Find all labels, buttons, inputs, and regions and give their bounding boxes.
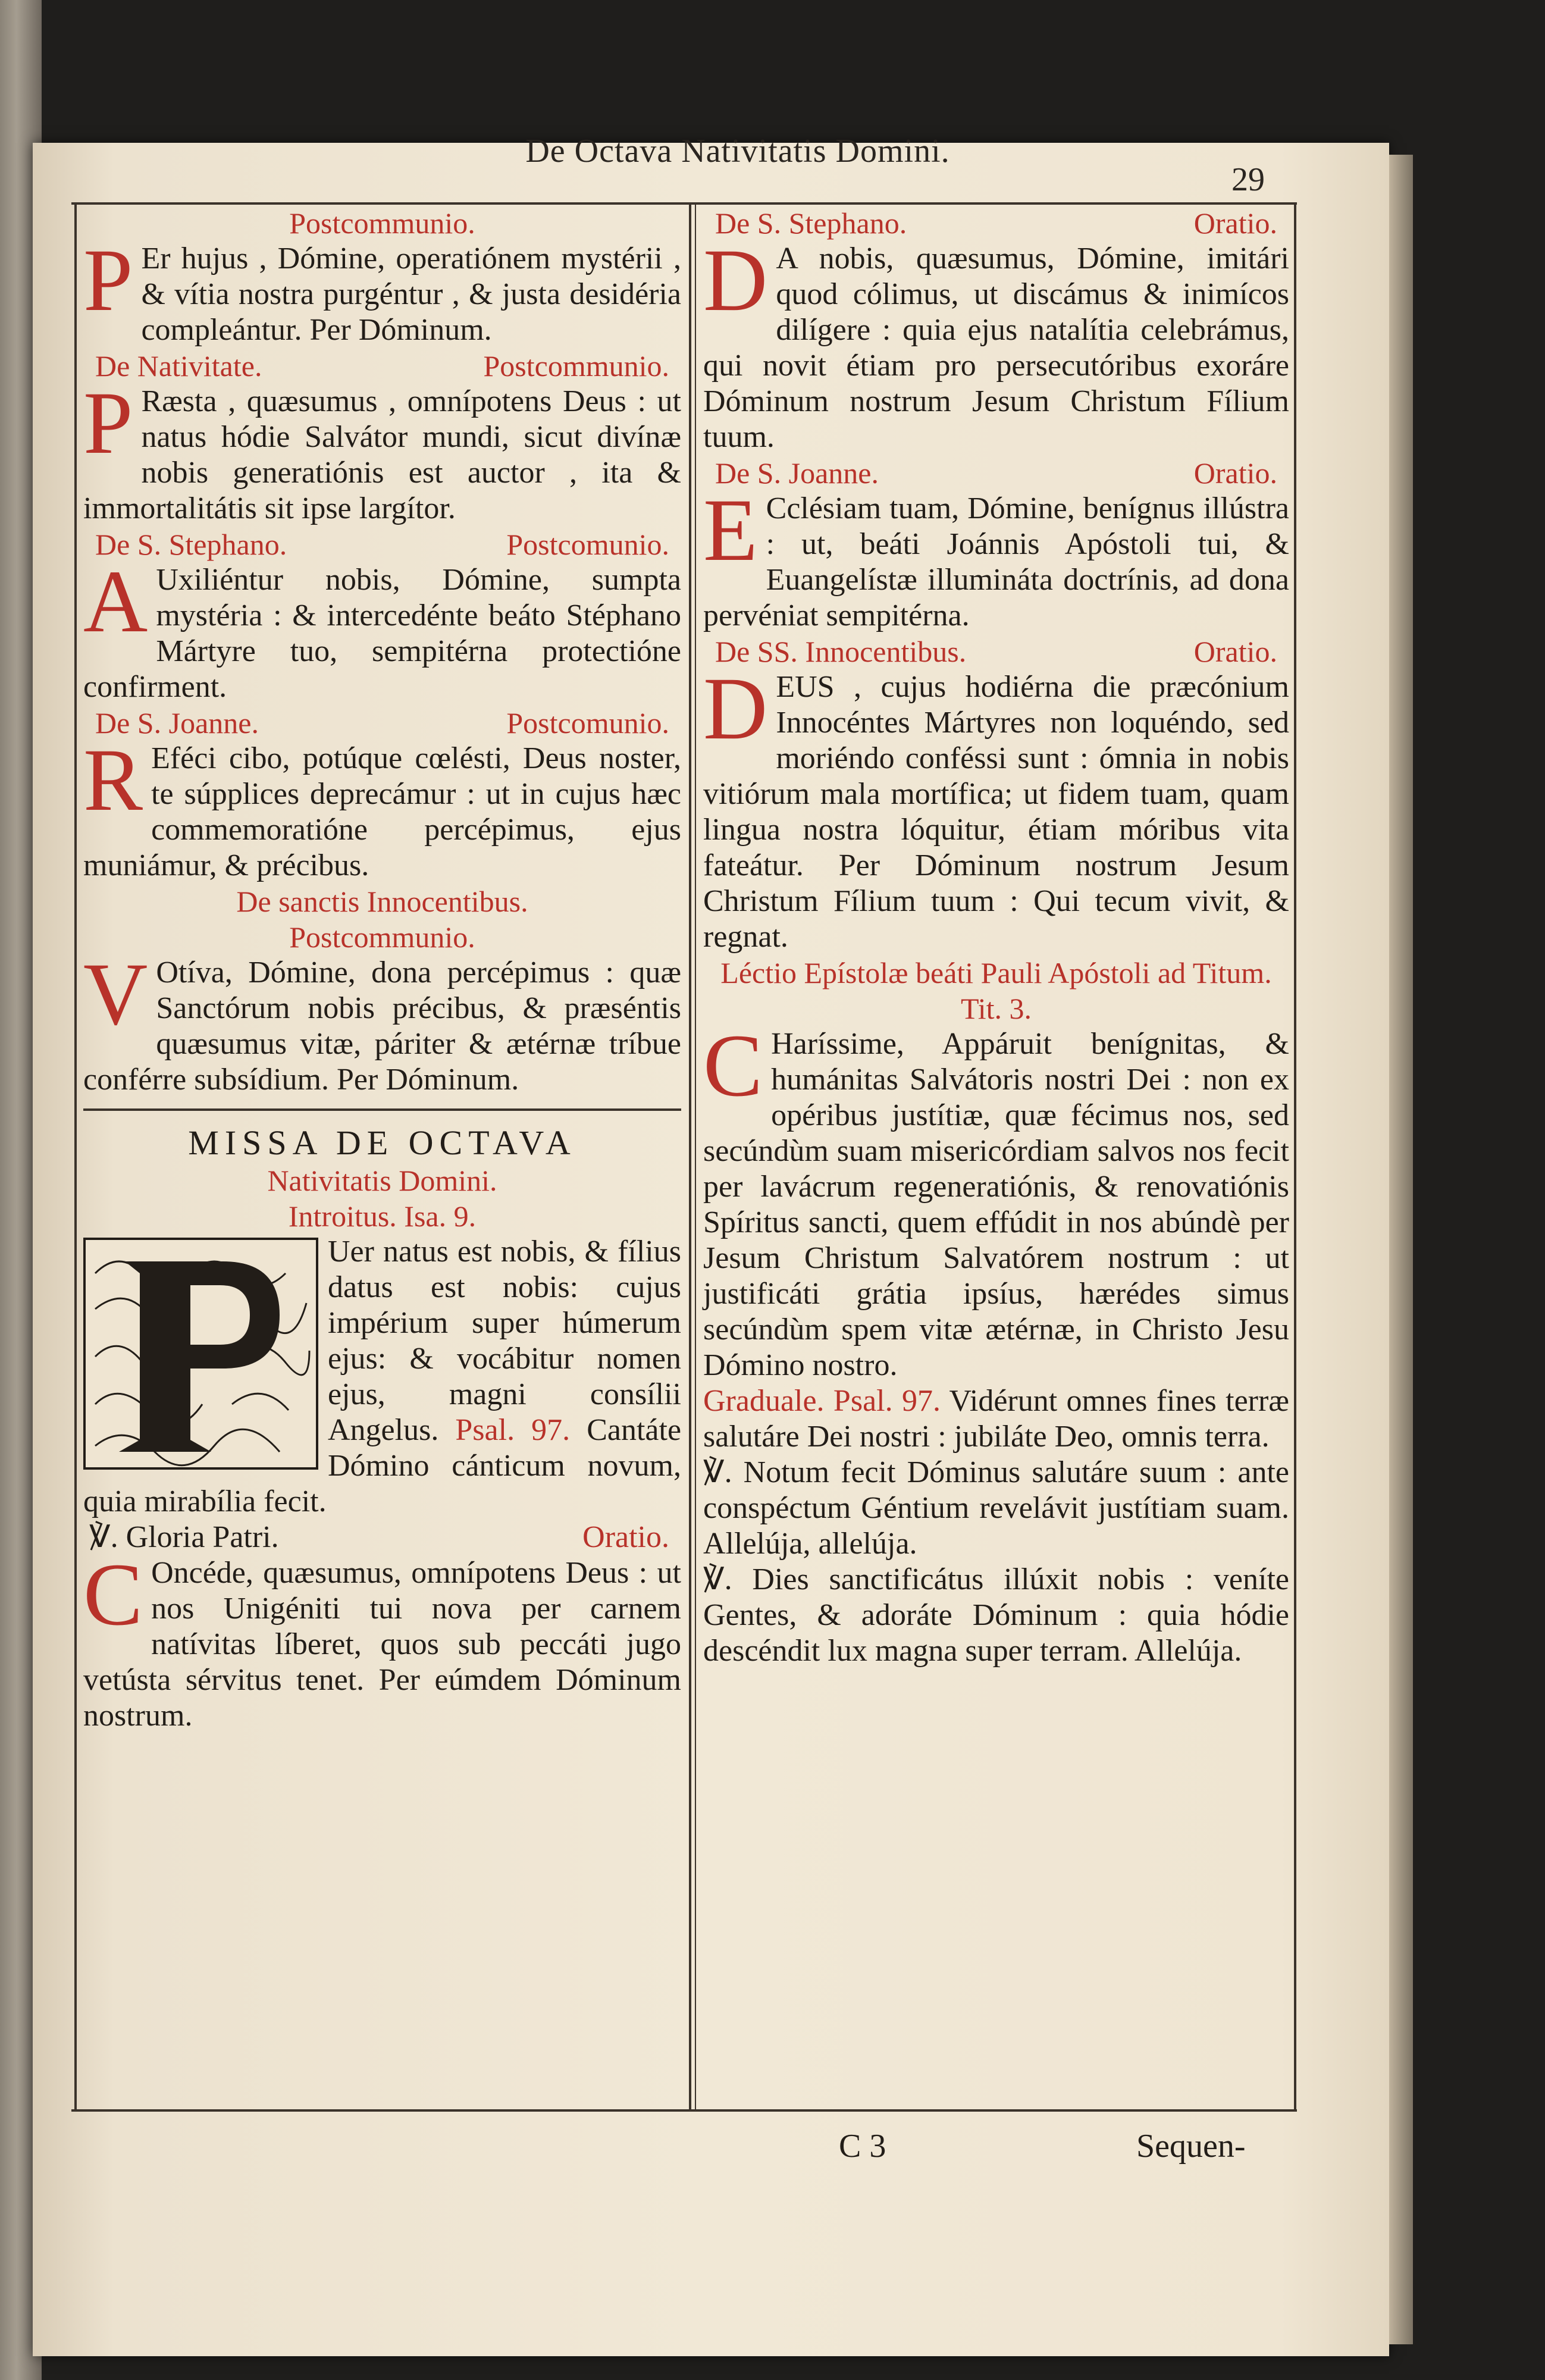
paragraph-text: Otíva, Dómine, dona percépimus : quæ Sanctórum nobis précibus, & præséntis quæsumus vitæ, páriter & ætérnæ tríbue conférre subsídium. Per Dóminum. xyxy=(83,956,681,1097)
column-rule-inner xyxy=(695,202,696,2109)
paragraph xyxy=(83,945,681,1098)
heading-right: Oratio. xyxy=(1193,635,1277,668)
section-divider xyxy=(83,1108,681,1111)
paragraph-text: Vidérunt omnes fines terræ salutáre Dei nostri : jubiláte Deo, omnis terra. xyxy=(703,1384,1289,1454)
drop-initial: P xyxy=(83,374,133,472)
heading-left: De S. Stephano. xyxy=(95,528,287,561)
paragraph xyxy=(703,659,1289,955)
paragraph-text: Uxiliéntur nobis, Dómine, sumpta mystéria : & intercedénte beáto Stéphano Mártyre tuo, sempitérna protectióne confirment. xyxy=(83,563,681,704)
drop-initial: E xyxy=(703,481,758,580)
section-heading xyxy=(83,705,681,741)
left-column xyxy=(83,205,681,1734)
drop-initial: C xyxy=(703,1016,763,1115)
heading-postcommunio: Postcommunio. xyxy=(289,920,475,954)
heading-innocentibus: De sanctis Innocentibus. xyxy=(236,885,528,918)
catchword: Sequen- xyxy=(1136,2128,1246,2165)
column-rule xyxy=(689,202,691,2109)
frame-rule-right xyxy=(1294,202,1296,2109)
paragraph xyxy=(703,1016,1289,1383)
page-number: 29 xyxy=(1231,161,1265,198)
heading-right: Oratio. xyxy=(1193,206,1277,240)
section-heading xyxy=(703,634,1289,669)
paragraph-text: Cclésiam tuam, Dómine, benígnus illústra : ut, beáti Joánnis Apóstoli tui, & Euangelístæ illumináta doctrínis, ad dona pervéniat sempitérna. xyxy=(703,491,1289,632)
heading-right: Oratio. xyxy=(1193,456,1277,490)
heading-left: De S. Joanne. xyxy=(95,706,259,740)
lectio-reference: Tit. 3. xyxy=(960,992,1032,1025)
section-heading xyxy=(83,348,681,384)
heading-right: Postcomunio. xyxy=(506,706,669,740)
paragraph-text: A nobis, quæsumus, Dómine, imitári quod cólimus, ut discámus & inimícos dilígere : quia ejus natalítia celebrámus, qui novit étiam pro persecutóribus exoráre Dóminum nostrum Jesum Christum Fílium tuum. xyxy=(703,242,1289,454)
paragraph xyxy=(83,1234,681,1520)
paragraph-text: Oncéde, quæsumus, omnípotens Deus : ut nos Unigéniti tui nova per carnem natívitas líberet, quos sub peccáti jugo vetústa sérvitus tenet. Per eúmdem Dóminum nostrum. xyxy=(83,1556,681,1733)
right-column xyxy=(703,205,1289,1669)
section-heading xyxy=(703,455,1289,491)
drop-initial: P xyxy=(83,231,133,330)
lectio-title: Léctio Epístolæ beáti Pauli Apóstoli ad Titum. xyxy=(720,956,1272,989)
missa-title: MISSA DE OCTAVA xyxy=(188,1123,576,1162)
gloria-text: ℣. Gloria Patri. xyxy=(89,1520,279,1554)
heading-left: De Nativitate. xyxy=(95,349,262,383)
running-head: De Octava Nativitatis Domini. xyxy=(525,133,950,170)
lectio-heading xyxy=(703,955,1289,1026)
paragraph xyxy=(83,231,681,348)
oratio-label: Oratio. xyxy=(582,1520,669,1554)
paragraph-text: EUS , cujus hodiérna die præcónium Innocéntes Mártyres non loquéndo, sed moriéndo conféssi sunt : ómnia in nobis vitiórum mala mortífica; ut fidem tuam, quam lingua nostra lóquitur, étiam móribus vita fateátur. Per Dóminum nostrum Jesum Christum Fílium tuum : Qui tecum vivit, & regnat. xyxy=(703,670,1289,954)
graduale-paragraph xyxy=(703,1383,1289,1455)
frame-rule-bottom xyxy=(71,2109,1297,2112)
heading-left: De S. Stephano. xyxy=(715,206,907,240)
versicle: ℣. Dies sanctificátus illúxit nobis : veníte Gentes, & adoráte Dóminum : quia hódie descéndit lux magna super terram. Allelúja. xyxy=(703,1562,1289,1668)
drop-initial: C xyxy=(83,1545,143,1644)
paragraph xyxy=(703,481,1289,634)
section-heading xyxy=(83,527,681,562)
paragraph-text: Eféci cibo, potúque cœlésti, Deus noster, te súpplices deprecámur : ut in cujus hæc commemoratióne percépimus, ejus muniámur, & précibus. xyxy=(83,741,681,882)
versicle: ℣. Notum fecit Dóminus salutáre suum : ante conspéctum Géntium revelávit justítiam suam. Allelúja, allelúja. xyxy=(703,1455,1289,1561)
paragraph-text: Uer natus est nobis, & fílius datus est nobis: cujus impérium super húmerum ejus: & vocábitur nomen ejus, magni consílii Angelus. xyxy=(328,1235,681,1447)
frame-rule-top xyxy=(71,202,1297,205)
frame-rule-left xyxy=(74,202,77,2109)
gloria-line xyxy=(83,1520,681,1555)
drop-initial: D xyxy=(703,659,768,758)
drop-initial: A xyxy=(83,552,148,651)
paragraph xyxy=(83,374,681,527)
paragraph xyxy=(83,1545,681,1734)
heading-postcommunio: Postcommunio. xyxy=(289,206,475,240)
graduale-heading: Graduale. Psal. 97. xyxy=(703,1384,941,1418)
paragraph-text: Haríssime, Appáruit benígnitas, & humánitas Salvátoris nostri Dei : non ex opéribus justítiæ, quæ fécimus nos, sed secúndùm suam misericórdiam salvos nos fecit per lavácrum regeneratiónis, & renovatiónis Spíritus sancti, quem effúdit in nos abúndè per Jesum Christum Salvatórem nostrum : ut justificáti grátia ipsíus, hærédes simus secúndùm spem vitæ ætérnæ, in Christo Jesu Dómino nostro. xyxy=(703,1027,1289,1382)
drop-initial: D xyxy=(703,231,768,330)
page-edge xyxy=(1389,155,1413,2344)
paragraph xyxy=(703,231,1289,455)
ornamental-initial-p xyxy=(83,1238,318,1470)
heading-left: De SS. Innocentibus. xyxy=(715,635,967,668)
introitus-heading: Introitus. Isa. 9. xyxy=(288,1200,477,1233)
paragraph-text: Er hujus , Dómine, operatiónem mystérii , & vítia nostra purgéntur , & justa desidéria compleántur. Per Dóminum. xyxy=(141,242,681,347)
psalm-reference: Psal. 97. xyxy=(455,1413,571,1447)
drop-initial: V xyxy=(83,945,148,1044)
missa-subtitle: Nativitatis Domini. xyxy=(267,1164,497,1197)
paragraph xyxy=(83,552,681,705)
drop-initial: R xyxy=(83,731,143,829)
paragraph xyxy=(83,731,681,884)
paragraph-text: Ræsta , quæsumus , omnípotens Deus : ut natus hódie Salvátor mundi, sicut divínæ nobis generatiónis est auctor , ita & immortalitátis sit ipse largítor. xyxy=(83,384,681,525)
signature-mark: C 3 xyxy=(839,2128,886,2165)
heading-left: De S. Joanne. xyxy=(715,456,879,490)
paragraph-text: Cantáte Dómino cánticum novum, quia mirabília fecit. xyxy=(83,1413,682,1518)
heading-right: Postcomunio. xyxy=(506,528,669,561)
heading-right: Postcommunio. xyxy=(483,349,669,383)
section-heading xyxy=(703,205,1289,241)
